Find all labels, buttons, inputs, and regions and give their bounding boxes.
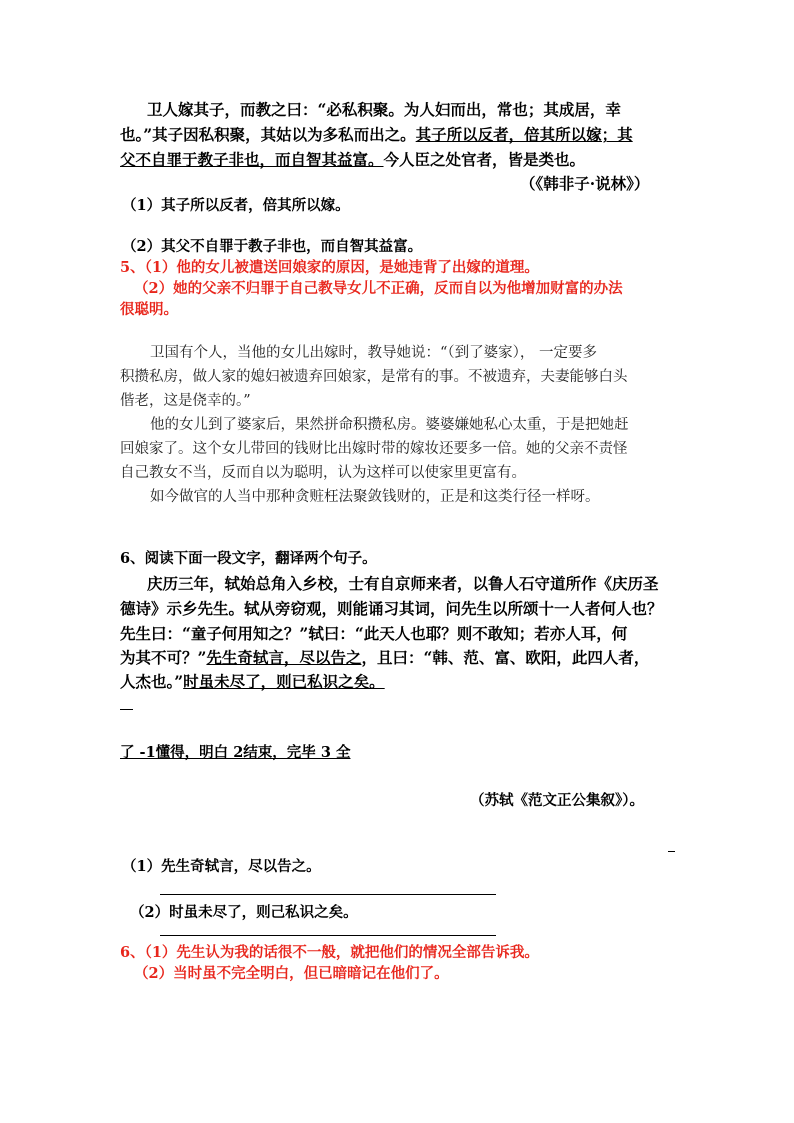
passage5-line3-underlined: 父不自罪于教子非也，而自智其益富。 (120, 150, 384, 169)
passage6-line5-pre: 人杰也。” (120, 672, 184, 691)
passage6-question1: （1）先生奇轼言，尽以告之。 (122, 858, 321, 875)
translation5-p1-line3: 偕老，这是侥幸的。” (120, 393, 251, 409)
passage6-line4 (120, 646, 649, 668)
passage5-line1: 卫人嫁其子，而教之曰：“必私积聚。为人妇而出，常也；其成居，幸 (147, 100, 621, 119)
translation5-p1-line2: 积攒私房，做人家的媳妇被遗弃回娘家，是常有的事。不被遗弃，夫妻能够白头 (120, 369, 628, 385)
passage6-heading: 6、阅读下面一段文字，翻译两个句子。 (120, 550, 377, 567)
passage5-line3-plain: 今人臣之处官者，皆是类也。 (383, 150, 586, 169)
passage5-source: （《韩非子·说林》） (520, 174, 650, 193)
passage6-source: （苏轼《范文正公集叙》）。 (470, 792, 644, 809)
answer-line-1 (160, 894, 496, 895)
divider-short (120, 709, 133, 710)
passage5-line2 (120, 123, 633, 145)
answer5-item2-line1: （2）她的父亲不归罪于自己教导女儿不正确，反而自以为他增加财富的办法 (134, 280, 623, 297)
answer-line-2 (160, 935, 496, 936)
answer5-item2-line2: 很聪明。 (120, 301, 178, 318)
translation5-p2-line2: 回娘家了。这个女儿带回的钱财比出嫁时带的嫁妆还要多一倍。她的父亲不责怪 (120, 441, 628, 457)
translation5-p2-line3: 自己教女不当，反而自以为聪明，认为这样可以使家里更富有。 (120, 465, 526, 481)
passage6-line4-post: ，且曰：“韩、范、富、欧阳，此四人者， (361, 648, 650, 667)
passage6-line4-underlined: 先生奇轼言，尽以告之 (206, 648, 362, 667)
passage5-line2-underlined: 其子所以反者，倍其所以嫁；其 (415, 125, 633, 144)
passage6-line3: 先生曰：“童子何用知之？”轼曰：“此天人也耶？则不敢知；若亦人耳，何 (120, 624, 628, 643)
translation5-p3-line1: 如今做官的人当中那种贪赃枉法聚敛钱财的，正是和这类行径一样呀。 (150, 489, 600, 505)
translation5-p1-line1: 卫国有个人，当他的女儿出嫁时，教导她说：“（到了婆家）， 一定要多 (150, 345, 598, 361)
margin-dash (668, 851, 675, 852)
passage6-line5 (120, 670, 385, 692)
answer6-item2: （2）当时虽不完全明白，但已暗暗记在他们了。 (134, 965, 449, 982)
passage5-line3 (120, 148, 585, 170)
answer5-item1: 5、（1）他的女儿被遣送回娘家的原因，是她违背了出嫁的道理。 (120, 259, 539, 276)
passage6-line2: 德诗》示乡先生。轼从旁窃观，则能诵习其词，问先生以所颂十一人者何人也？ (120, 599, 663, 618)
passage6-line1: 庆历三年，轼始总角入乡校，士有自京师来者，以鲁人石守道所作《庆历圣 (147, 574, 659, 593)
translation5-p2-line1: 他的女儿到了婆家后，果然拼命积攒私房。婆婆嫌她私心太重，于是把她赶 (150, 417, 629, 433)
passage6-note: 了 -1懂得，明白 2结束，完毕 3 全 (120, 744, 351, 761)
passage6-line5-underlined: 时虽未尽了，则已私识之矣。 (183, 672, 385, 691)
passage6-line4-pre: 为其不可？” (120, 648, 207, 667)
passage6-question2: （2）时虽未尽了，则己私识之矣。 (130, 904, 358, 921)
answer6-item1: 6、（1）先生认为我的话很不一般，就把他们的情况全部告诉我。 (120, 944, 539, 961)
passage5-line2-plain: 也。”其子因私积聚，其姑以为多私而出之。 (120, 125, 416, 144)
passage5-question2: （2）其父不自罪于教子非也，而自智其益富。 (122, 238, 423, 255)
passage5-question1: （1）其子所以反者，倍其所以嫁。 (122, 197, 350, 214)
